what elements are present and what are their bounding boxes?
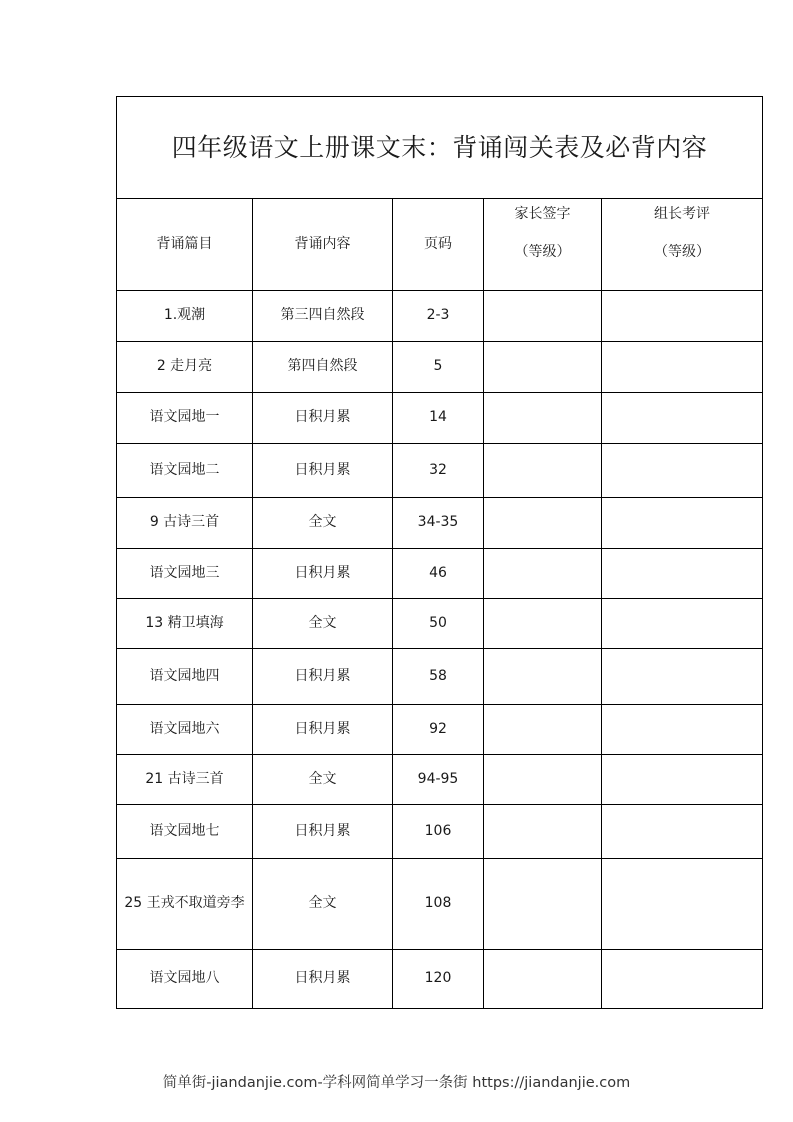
parent-sign-cell (484, 291, 602, 342)
parent-sign-cell (484, 342, 602, 393)
passage-cell: 9 古诗三首 (117, 498, 253, 549)
header-page: 页码 (393, 199, 484, 291)
header-parent-grade-label: （等级） (514, 243, 571, 260)
passage-cell: 2 走月亮 (117, 342, 253, 393)
parent-sign-cell (484, 393, 602, 444)
passage-cell: 13 精卫填海 (117, 599, 253, 649)
parent-sign-cell (484, 649, 602, 705)
leader-review-cell (602, 291, 763, 342)
parent-sign-cell (484, 950, 602, 1009)
page-cell: 94-95 (393, 755, 484, 805)
header-leader-grade-label: （等级） (654, 243, 711, 260)
table-row (117, 705, 763, 755)
parent-sign-cell (484, 755, 602, 805)
header-parent-sign-label: 家长签字 (514, 205, 571, 222)
header-leader-review-label: 组长考评 (654, 205, 711, 222)
header-passage: 背诵篇目 (117, 199, 253, 291)
content-cell: 日积月累 (253, 549, 393, 599)
passage-cell: 21 古诗三首 (117, 755, 253, 805)
parent-sign-cell (484, 859, 602, 950)
page-title: 四年级语文上册课文末：背诵闯关表及必背内容 (117, 97, 763, 199)
leader-review-cell (602, 498, 763, 549)
page-cell: 50 (393, 599, 484, 649)
leader-review-cell (602, 342, 763, 393)
table-row (117, 444, 763, 498)
passage-cell: 语文园地七 (117, 805, 253, 859)
leader-review-cell (602, 705, 763, 755)
passage-cell: 25 王戎不取道旁李 (117, 859, 253, 950)
table-row (117, 649, 763, 705)
page-cell: 5 (393, 342, 484, 393)
table-row (117, 342, 763, 393)
table-row (117, 859, 763, 950)
parent-sign-cell (484, 549, 602, 599)
title-row (117, 97, 763, 199)
page-cell: 32 (393, 444, 484, 498)
content-cell: 第四自然段 (253, 342, 393, 393)
content-cell: 日积月累 (253, 805, 393, 859)
leader-review-cell (602, 649, 763, 705)
passage-cell: 语文园地一 (117, 393, 253, 444)
leader-review-cell (602, 444, 763, 498)
leader-review-cell (602, 859, 763, 950)
content-cell: 日积月累 (253, 950, 393, 1009)
passage-cell: 语文园地二 (117, 444, 253, 498)
content-cell: 全文 (253, 498, 393, 549)
passage-cell: 语文园地八 (117, 950, 253, 1009)
recitation-table (116, 96, 763, 1009)
parent-sign-cell (484, 444, 602, 498)
parent-sign-cell (484, 805, 602, 859)
passage-cell: 语文园地三 (117, 549, 253, 599)
page-cell: 106 (393, 805, 484, 859)
leader-review-cell (602, 950, 763, 1009)
page-cell: 92 (393, 705, 484, 755)
content-cell: 日积月累 (253, 705, 393, 755)
table-row (117, 549, 763, 599)
page-cell: 120 (393, 950, 484, 1009)
header-parent-sign (484, 199, 602, 291)
parent-sign-cell (484, 705, 602, 755)
page-cell: 58 (393, 649, 484, 705)
leader-review-cell (602, 599, 763, 649)
leader-review-cell (602, 393, 763, 444)
header-content: 背诵内容 (253, 199, 393, 291)
table-row (117, 599, 763, 649)
content-cell: 第三四自然段 (253, 291, 393, 342)
table-row (117, 498, 763, 549)
page-cell: 14 (393, 393, 484, 444)
parent-sign-cell (484, 599, 602, 649)
table-row (117, 755, 763, 805)
passage-cell: 语文园地四 (117, 649, 253, 705)
page-cell: 34-35 (393, 498, 484, 549)
content-cell: 日积月累 (253, 393, 393, 444)
leader-review-cell (602, 755, 763, 805)
content-cell: 全文 (253, 599, 393, 649)
header-row (117, 199, 763, 291)
content-cell: 全文 (253, 859, 393, 950)
leader-review-cell (602, 805, 763, 859)
content-cell: 全文 (253, 755, 393, 805)
table-row (117, 950, 763, 1009)
footer-text: 简单街-jiandanjie.com-学科网简单学习一条街 https://jiandanjie.com (162, 1075, 631, 1091)
page-cell: 108 (393, 859, 484, 950)
table-row (117, 805, 763, 859)
leader-review-cell (602, 549, 763, 599)
passage-cell: 语文园地六 (117, 705, 253, 755)
passage-cell: 1.观潮 (117, 291, 253, 342)
header-leader-review (602, 199, 763, 291)
content-cell: 日积月累 (253, 444, 393, 498)
page-cell: 2-3 (393, 291, 484, 342)
parent-sign-cell (484, 498, 602, 549)
table-row (117, 393, 763, 444)
table-row (117, 291, 763, 342)
page-cell: 46 (393, 549, 484, 599)
content-cell: 日积月累 (253, 649, 393, 705)
